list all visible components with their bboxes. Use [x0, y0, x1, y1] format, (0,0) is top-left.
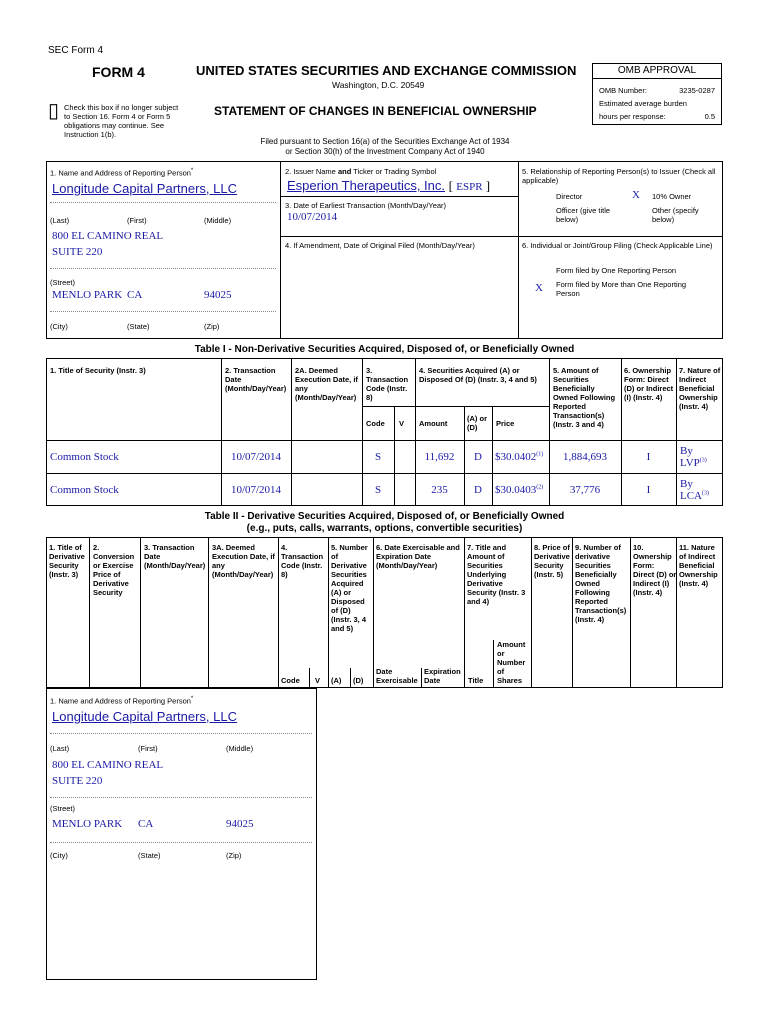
price: $30.0402$^{(1)}$ [495, 451, 544, 463]
price: $30.0403$^{(2)}$ [495, 484, 544, 496]
nature-by: By [680, 445, 693, 457]
t2-v: V [315, 676, 321, 685]
t1-h6: 6. Ownership Form: Direct (D) or Indirect (I) (Instr. 4) [624, 366, 674, 402]
form-title: FORM 4 [92, 64, 145, 80]
t2-code: Code [281, 676, 300, 685]
owned-following: 37,776 [569, 484, 601, 496]
last-label: (Last) [50, 216, 70, 225]
table1-title: Table I - Non-Derivative Securities Acquired, Disposed of, or Beneficially Owned [194, 344, 575, 355]
t1-h3: 3. Transaction Code (Instr. 8) [366, 366, 409, 402]
earliest-date-label: 3. Date of Earliest Transaction (Month/Day/Year) [285, 201, 447, 210]
transaction-code: S [374, 451, 382, 463]
t1-h5: 5. Amount of Securities Beneficially Owned Following Reported Transaction(s) (Instr. 3 and 4) [553, 366, 616, 429]
security-title: Common Stock [50, 451, 119, 463]
burden-label: Estimated average burden [599, 99, 687, 108]
amendment-label: 4. If Amendment, Date of Original Filed (Month/Day/Year) [285, 241, 475, 250]
t2-exp: Expiration Date [424, 667, 461, 685]
one-person-option[interactable]: Form filed by One Reporting Person [556, 266, 677, 275]
omb-number: 3235-0287 [679, 86, 715, 95]
nature-entity: LCA$^{(3)}$ [680, 490, 709, 502]
filing-label: 6. Individual or Joint/Group Filing (Check Applicable Line) [522, 241, 713, 250]
hours-label: hours per response: [599, 112, 666, 121]
t2-h3: 3. Transaction Date (Month/Day/Year) [144, 543, 206, 570]
t1-amount: Amount [419, 419, 448, 428]
reporting-person2-label: 1. Name and Address of Reporting Person* [50, 696, 194, 706]
first-label-2: (First) [138, 744, 158, 753]
t1-aord: (A) or (D) [467, 414, 487, 432]
t2-title: Title [468, 676, 484, 685]
reporting-person-box-2 [46, 688, 317, 980]
city-label: (City) [50, 322, 68, 331]
t1-h7: 7. Nature of Indirect Beneficial Ownership (Instr. 4) [679, 366, 721, 411]
more-person-mark[interactable]: X [535, 282, 543, 294]
director-option[interactable]: Director [556, 192, 583, 201]
t1-h2a: 2A. Deemed Execution Date, if any (Month/Day/Year) [295, 366, 358, 402]
table2-title: Table II - Derivative Securities Acquired, Disposed of, or Beneficially Owned [204, 511, 565, 522]
street-label: (Street) [50, 278, 76, 287]
filed-pursuant-line2: or Section 30(h) of the Investment Company Act of 1940 [285, 147, 485, 156]
t1-h4: 4. Securities Acquired (A) or Disposed Of (D) (Instr. 3, 4 and 5) [419, 366, 537, 384]
omb-title: OMB APPROVAL [593, 64, 721, 79]
t2-amt: Amount or Number of Shares [497, 640, 526, 685]
filed-pursuant-line1: Filed pursuant to Section 16(a) of the Securities Exchange Act of 1934 [260, 137, 510, 146]
t1-code: Code [366, 419, 385, 428]
t2-h7: 7. Title and Amount of Securities Underlying Derivative Security (Instr. 3 and 4) [467, 543, 526, 606]
state-label: (State) [127, 322, 150, 331]
zip-2: 94025 [226, 818, 254, 830]
acquired-disposed: D [474, 484, 482, 496]
reporting-person-name-link[interactable]: Longitude Capital Partners, LLC [52, 181, 238, 196]
t2-h1: 1. Title of Derivative Security (Instr. 3) [49, 543, 85, 579]
transaction-code: S [374, 484, 382, 496]
security-title: Common Stock [50, 484, 119, 496]
zip: 94025 [204, 289, 232, 301]
t2-h9: 9. Number of derivative Securities Beneficially Owned Following Reported Transaction(s) (Instr. 4) [575, 543, 627, 624]
officer-option[interactable]: Officer (give title below) [556, 206, 611, 224]
nature-entity: LVP$^{(3)}$ [680, 457, 707, 469]
street2-line2: SUITE 220 [52, 775, 103, 787]
city: MENLO PARK [52, 289, 123, 301]
ten-percent-option[interactable]: 10% Owner [652, 192, 692, 201]
amount: 11,692 [424, 451, 455, 463]
table2-subtitle: (e.g., puts, calls, warrants, options, convertible securities) [246, 523, 523, 534]
last-label-2: (Last) [50, 744, 70, 753]
city-2: MENLO PARK [52, 818, 123, 830]
t2-a: (A) [331, 676, 342, 685]
t2-h10: 10. Ownership Form: Direct (D) or Indirect (I) (Instr. 4) [633, 543, 677, 597]
t1-h2: 2. Transaction Date (Month/Day/Year) [225, 366, 287, 393]
statement-title: STATEMENT OF CHANGES IN BENEFICIAL OWNERSHIP [214, 104, 537, 118]
first-label: (First) [127, 216, 147, 225]
other-option[interactable]: Other (specify below) [652, 206, 699, 224]
zip-label: (Zip) [204, 322, 220, 331]
t2-h4: 4. Transaction Code (Instr. 8) [281, 543, 324, 579]
state-label-2: (State) [138, 851, 161, 860]
checkbox-instructions: Check this box if no longer subject to Section 16. Form 4 or Form 5 obligations may continue. See Instruction 1(b). [64, 103, 179, 139]
middle-label: (Middle) [204, 216, 232, 225]
reporting-person2-name-link[interactable]: Longitude Capital Partners, LLC [52, 709, 238, 724]
t2-h3a: 3A. Deemed Execution Date, if any (Month/Day/Year) [212, 543, 275, 579]
ticker: ESPR [456, 181, 483, 193]
agency-location: Washington, D.C. 20549 [332, 80, 425, 90]
owned-following: 1,884,693 [563, 451, 607, 463]
issuer-label: 2. Issuer Name and Ticker or Trading Symbol [285, 167, 437, 176]
omb-approval-box [592, 63, 722, 125]
street-label-2: (Street) [50, 804, 76, 813]
t1-price: Price [496, 419, 515, 428]
street2-line1: 800 EL CAMINO REAL [52, 759, 164, 771]
t2-date-ex: Date Exercisable [376, 667, 418, 685]
t2-d: (D) [353, 676, 364, 685]
t2-h6: 6. Date Exercisable and Expiration Date (Month/Day/Year) [376, 543, 460, 570]
hours-value: 0.5 [704, 112, 715, 121]
no-longer-subject-checkbox[interactable]: ▯ [48, 100, 60, 122]
ownership-form: I [646, 484, 651, 496]
sec-form-label: SEC Form 4 [48, 45, 104, 56]
t1-v: V [399, 419, 405, 428]
state: CA [127, 289, 143, 301]
t2-h2: 2. Conversion or Exercise Price of Derivative Security [93, 543, 135, 597]
issuer-name-link[interactable]: Esperion Therapeutics, Inc. [287, 178, 446, 193]
city-label-2: (City) [50, 851, 68, 860]
acquired-disposed: D [474, 451, 482, 463]
zip-label-2: (Zip) [226, 851, 242, 860]
issuer-name: Esperion Therapeutics, Inc. [ ESPR ] [287, 178, 491, 193]
street-line1: 800 EL CAMINO REAL [52, 230, 164, 242]
ownership-form: I [646, 451, 651, 463]
state-2: CA [138, 818, 154, 830]
more-person-option[interactable]: Form filed by More than One Reporting Person [556, 280, 687, 298]
transaction-date: 10/07/2014 [230, 451, 282, 463]
nature-by: By [680, 478, 693, 490]
street-line2: SUITE 220 [52, 246, 103, 258]
t2-h8: 8. Price of Derivative Security (Instr. 5) [534, 543, 570, 579]
amount: 235 [431, 484, 448, 496]
reporting-person-label: 1. Name and Address of Reporting Person* [50, 168, 194, 178]
t2-h5: 5. Number of Derivative Securities Acquired (A) or Disposed of (D) (Instr. 3, 4 and 5) [331, 543, 368, 633]
ten-percent-mark[interactable]: X [632, 189, 640, 201]
t1-h1: 1. Title of Security (Instr. 3) [50, 366, 146, 375]
omb-number-label: OMB Number: [599, 86, 647, 95]
transaction-date: 10/07/2014 [230, 484, 282, 496]
agency-title: UNITED STATES SECURITIES AND EXCHANGE COMMISSION [196, 63, 577, 78]
t2-h11: 11. Nature of Indirect Beneficial Ownership (Instr. 4) [679, 543, 718, 588]
relationship-label: 5. Relationship of Reporting Person(s) to Issuer (Check all applicable) [522, 167, 716, 185]
middle-label-2: (Middle) [226, 744, 254, 753]
earliest-date: 10/07/2014 [287, 211, 338, 223]
